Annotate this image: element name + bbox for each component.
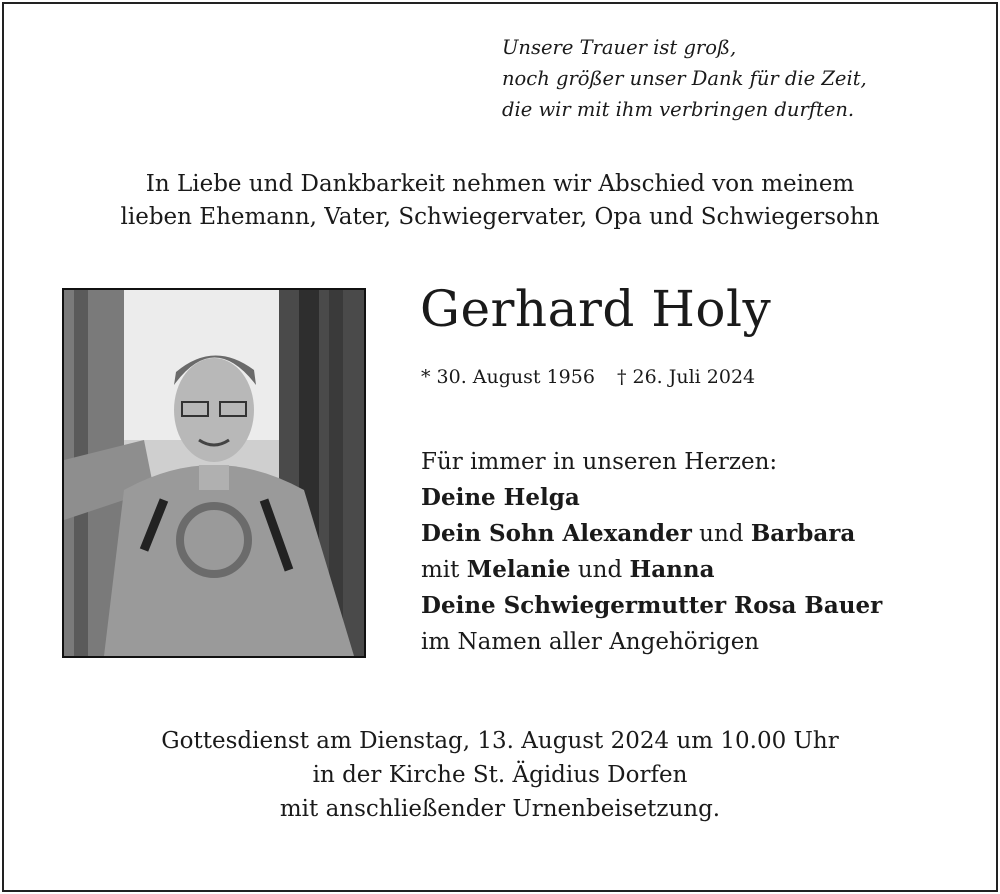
mourners-closing: im Namen aller Angehörigen [421,629,760,655]
service-line: mit anschließender Urnenbeisetzung. [279,796,721,822]
mourner-son: Dein Sohn Alexander [421,520,692,547]
life-dates [421,366,755,388]
mourners-heading: Für immer in unseren Herzen: [421,449,778,475]
mourner-mother-in-law: Deine Schwiegermutter Rosa Bauer [421,592,883,619]
deceased-name: Gerhard Holy [420,280,772,338]
memorial-quote [502,32,867,125]
intro-line: In Liebe und Dankbarkeit nehmen wir Abschied von meinem [145,171,855,197]
quote-line: die wir mit ihm verbringen durften. [502,98,855,121]
conjunction: und [691,521,751,547]
service-line: in der Kirche St. Ägidius Dorfen [312,762,688,788]
quote-line: Unsere Trauer ist groß, [502,36,737,59]
quote-line: noch größer unser Dank für die Zeit, [502,67,867,90]
mourner-grandchild: Melanie [466,556,571,583]
service-info [0,724,1000,826]
intro-text [0,168,1000,234]
birth-date: * 30. August 1956 [421,366,595,388]
mourner-wife: Deine Helga [421,484,580,511]
conjunction: und [570,557,630,583]
mourners-list [421,444,882,660]
mourner-daughter-in-law: Barbara [750,520,856,547]
portrait-image [64,290,364,656]
mourner-grandchildren-line [421,552,882,588]
death-date: † 26. Juli 2024 [616,366,756,388]
mourner-son-line [421,516,882,552]
preposition: mit [421,557,467,583]
service-line: Gottesdienst am Dienstag, 13. August 2024 um 10.00 Uhr [161,728,839,754]
mourner-grandchild: Hanna [629,556,715,583]
portrait-photo [62,288,366,658]
intro-line: lieben Ehemann, Vater, Schwiegervater, Opa und Schwiegersohn [120,204,880,230]
